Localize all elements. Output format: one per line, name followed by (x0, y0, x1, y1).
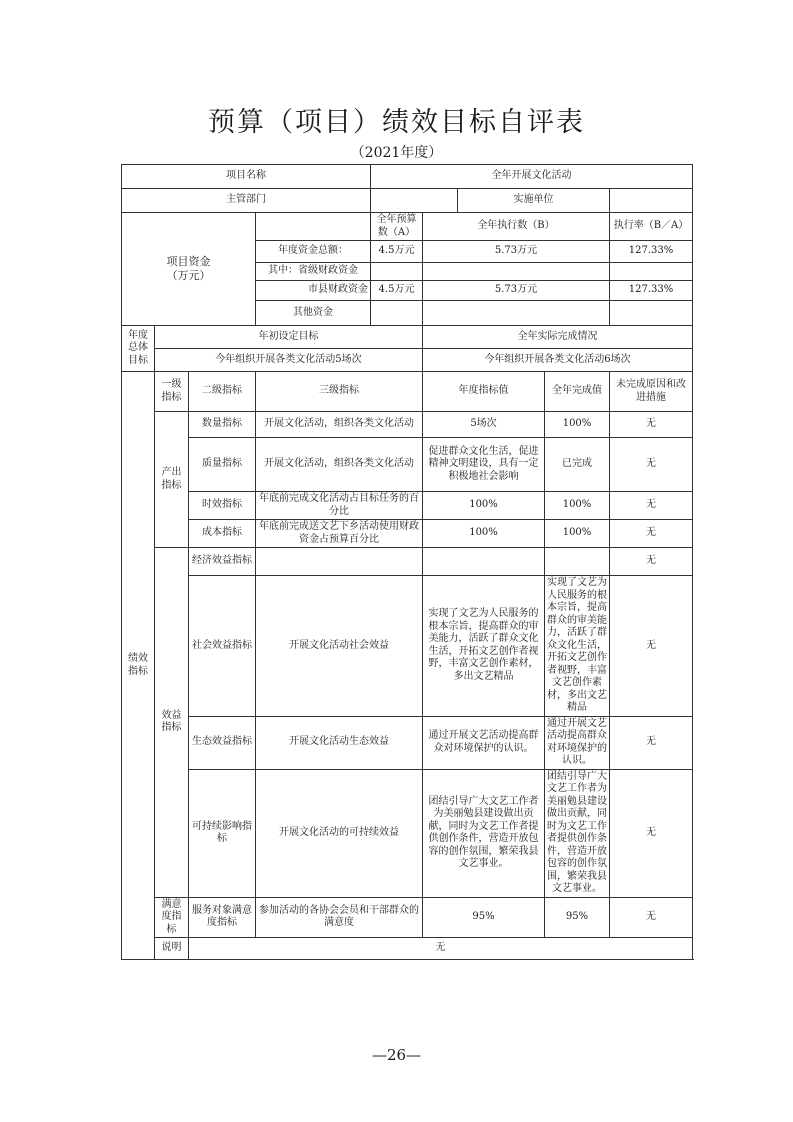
funds-row-label: 其中：省级财政资金 (256, 263, 371, 281)
indicator-l2: 社会效益指标 (189, 576, 256, 717)
indicator-actual: 团结引导广大文艺工作者为美丽勉县建设做出贡献，同时为文艺工作者提供创作条件，营造开放包容的创作氛围，繁荣我县文艺事业。 (545, 769, 610, 897)
funds-row-exec: 5.73万元 (423, 281, 610, 301)
project-name-label: 项目名称 (122, 165, 371, 189)
funds-label: 项目资金 （万元） (122, 213, 256, 326)
page-title: 预算（项目）绩效目标自评表 (208, 107, 585, 138)
project-name-value: 全年开展文化活动 (371, 165, 693, 189)
indicator-target: 促进群众文化生活，促进精神文明建设，具有一定积极地社会影响 (423, 438, 545, 492)
funds-row-rate (610, 263, 693, 281)
indicator-row (122, 438, 693, 492)
col-l1: 一级指标 (155, 372, 189, 412)
indicator-target (423, 548, 545, 576)
indicator-target: 100% (423, 520, 545, 548)
funds-row-rate: 127.33% (610, 281, 693, 301)
page-number: —26— (371, 1046, 422, 1064)
indicator-row (122, 897, 693, 938)
indicator-reason: 无 (610, 897, 693, 938)
indicator-l2: 数量指标 (189, 412, 256, 438)
department-label: 主管部门 (122, 189, 371, 213)
goals-value-row (122, 349, 693, 372)
col-target: 年度指标值 (423, 372, 545, 412)
goals-done-value: 今年组织开展各类文化活动6场次 (423, 349, 693, 372)
col-actual: 全年完成值 (545, 372, 610, 412)
indicator-actual: 通过开展文艺活动提高群众对环境保护的认识。 (545, 716, 610, 769)
indicator-reason: 无 (610, 576, 693, 717)
indicator-row (122, 520, 693, 548)
indicator-actual: 已完成 (545, 438, 610, 492)
indicator-reason: 无 (610, 769, 693, 897)
department-value (371, 189, 458, 213)
indicator-reason: 无 (610, 520, 693, 548)
funds-blank (256, 213, 371, 241)
goals-set-header: 年初设定目标 (155, 326, 423, 349)
funds-col-budget: 全年预算数（A） (371, 213, 423, 241)
indicator-target: 5场次 (423, 412, 545, 438)
indicator-actual (545, 548, 610, 576)
indicator-actual: 100% (545, 412, 610, 438)
funds-row-label: 市县财政资金 (256, 281, 371, 301)
indicator-l2: 生态效益指标 (189, 716, 256, 769)
indicator-reason: 无 (610, 492, 693, 520)
indicator-l2: 服务对象满意度指标 (189, 897, 256, 938)
evaluation-table (121, 164, 693, 960)
indicator-header-row (122, 372, 693, 412)
year-subtitle: （2021年度） (350, 145, 443, 161)
department-row (122, 189, 693, 213)
indicators-group-label: 绩效指标 (122, 372, 155, 960)
col-l2: 二级指标 (189, 372, 256, 412)
indicator-l2: 经济效益指标 (189, 548, 256, 576)
indicator-l3: 参加活动的各协会会员和干部群众的满意度 (256, 897, 423, 938)
indicator-row (122, 769, 693, 897)
indicator-row (122, 492, 693, 520)
goals-set-value: 今年组织开展各类文化活动5场次 (155, 349, 423, 372)
funds-row-label: 其他资金 (256, 301, 371, 326)
indicator-actual: 95% (545, 897, 610, 938)
indicator-reason: 无 (610, 716, 693, 769)
indicator-l3: 开展文化活动的可持续效益 (256, 769, 423, 897)
indicator-l3: 开展文化活动，组织各类文化活动 (256, 438, 423, 492)
indicator-l3: 开展文化活动，组织各类文化活动 (256, 412, 423, 438)
note-row (122, 938, 693, 960)
indicator-actual: 实现了文艺为人民服务的根本宗旨，提高群众的审美能力，活跃了群众文化生活，开拓文艺创作者视野，丰富文艺创作素材，多出文艺精品 (545, 576, 610, 717)
indicator-l3: 年底前完成文化活动占目标任务的百分比 (256, 492, 423, 520)
indicator-l3: 年底前完成送文艺下乡活动使用财政资金占预算百分比 (256, 520, 423, 548)
goals-header-row (122, 326, 693, 349)
funds-header-row (122, 213, 693, 241)
indicator-row (122, 548, 693, 576)
col-reason: 未完成原因和改进措施 (610, 372, 693, 412)
project-name-row (122, 165, 693, 189)
indicator-row (122, 716, 693, 769)
funds-row-rate: 127.33% (610, 241, 693, 263)
goals-done-header: 全年实际完成情况 (423, 326, 693, 349)
indicator-target: 通过开展文艺活动提高群众对环境保护的认识。 (423, 716, 545, 769)
indicator-target: 100% (423, 492, 545, 520)
indicator-target: 95% (423, 897, 545, 938)
funds-row-exec: 5.73万元 (423, 241, 610, 263)
implementer-value (610, 189, 693, 213)
indicator-l2: 质量指标 (189, 438, 256, 492)
indicator-reason: 无 (610, 412, 693, 438)
funds-row-budget (371, 301, 423, 326)
funds-row-budget (371, 263, 423, 281)
note-label: 说明 (155, 938, 189, 960)
funds-row-exec (423, 301, 610, 326)
indicator-row (122, 576, 693, 717)
funds-row-budget: 4.5万元 (371, 281, 423, 301)
benefit-label: 效益指标 (155, 548, 189, 898)
indicator-row (122, 412, 693, 438)
indicator-l2: 时效指标 (189, 492, 256, 520)
indicator-l2: 可持续影响指标 (189, 769, 256, 897)
goals-label: 年度总体目标 (122, 326, 155, 372)
indicator-l3 (256, 548, 423, 576)
indicator-l3: 开展文化活动社会效益 (256, 576, 423, 717)
indicator-target: 实现了文艺为人民服务的根本宗旨，提高群众的审美能力，活跃了群众文化生活，开拓文艺创作者视野，丰富文艺创作素材，多出文艺精品 (423, 576, 545, 717)
output-label: 产出指标 (155, 412, 189, 548)
indicator-actual: 100% (545, 492, 610, 520)
funds-col-rate: 执行率（B／A） (610, 213, 693, 241)
funds-col-exec: 全年执行数（B） (423, 213, 610, 241)
col-l3: 三级指标 (256, 372, 423, 412)
indicator-reason: 无 (610, 548, 693, 576)
funds-row-rate (610, 301, 693, 326)
satisfaction-label: 满意度指标 (155, 897, 189, 938)
funds-row-label: 年度资金总额： (256, 241, 371, 263)
funds-row-budget: 4.5万元 (371, 241, 423, 263)
indicator-reason: 无 (610, 438, 693, 492)
funds-row-exec (423, 263, 610, 281)
indicator-target: 团结引导广大文艺工作者为美丽勉县建设做出贡献，同时为文艺工作者提供创作条件，营造开放包容的创作氛围，繁荣我县文艺事业。 (423, 769, 545, 897)
implementer-label: 实施单位 (458, 189, 610, 213)
note-value: 无 (189, 938, 693, 960)
indicator-l2: 成本指标 (189, 520, 256, 548)
indicator-actual: 100% (545, 520, 610, 548)
indicator-l3: 开展文化活动生态效益 (256, 716, 423, 769)
